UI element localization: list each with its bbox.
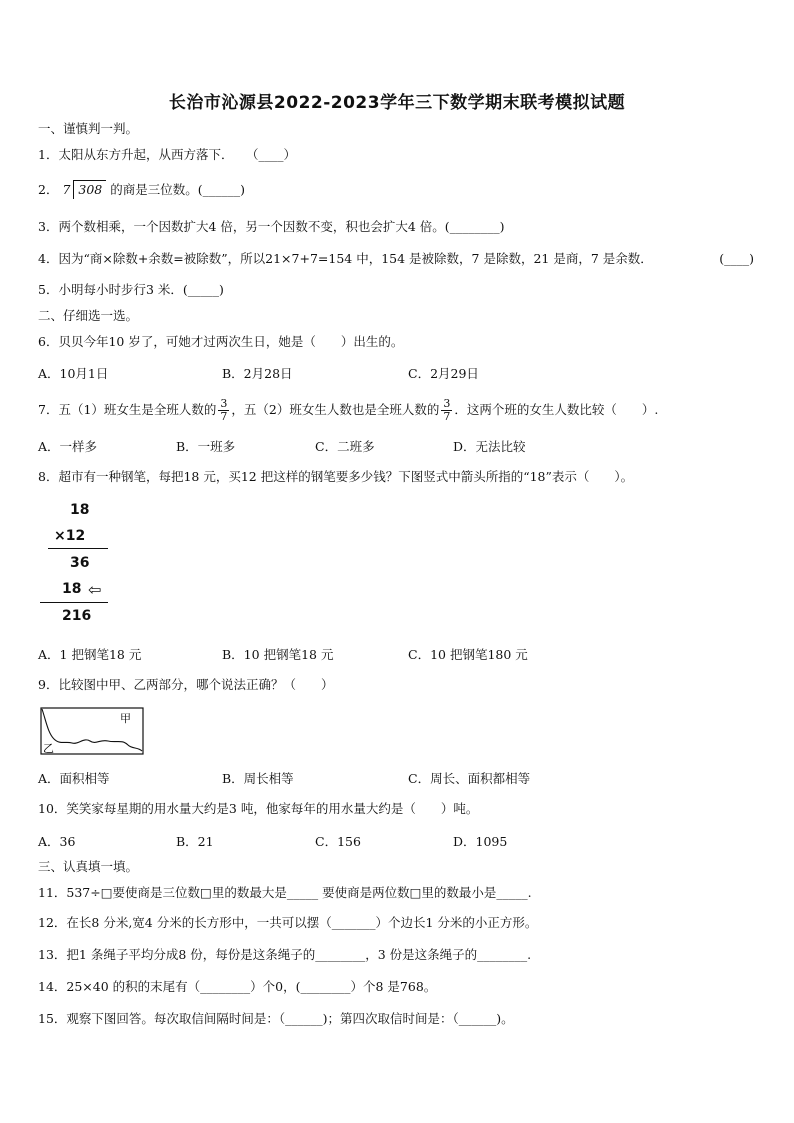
long-division-symbol [62,180,106,199]
divisor: 7 [62,182,71,197]
question-15: 15．观察下图回答。每次取信间隔时间是：（______)；第四次取信时间是：（______)。 [38,1011,514,1026]
arrow-left-icon: ⇦ [88,580,102,599]
q9-option-b: B．周长相等 [222,771,294,786]
q9-option-a: A．面积相等 [38,771,110,786]
fraction-numerator: 3 [220,397,228,410]
question-4-blank: (____) [719,251,754,266]
q6-option-c: C．2月29日 [408,366,479,381]
q10-option-a: A．36 [38,834,76,849]
label-yi: 乙 [43,742,54,755]
question-7-part-a: 7．五（1）班女生是全班人数的 [38,402,217,417]
question-8: 8．超市有一种钢笔，每把18 元，买12 把这样的钢笔要多少钱？下图竖式中箭头所指的“18”表示（ ）。 [38,469,634,484]
q7-option-d: D．无法比较 [453,439,526,454]
question-7 [38,398,658,423]
q8-option-b: B．10 把钢笔18 元 [222,647,334,662]
question-4: 4．因为“商×除数+余数=被除数”，所以21×7+7=154 中，154 是被除数，7 是除数，21 是商，7 是余数． [38,251,653,266]
question-3: 3．两个数相乘，一个因数扩大4 倍，另一个因数不变，积也会扩大4 倍。(________) [38,219,505,234]
fraction-numerator: 3 [443,397,451,410]
question-5: 5．小明每小时步行3 米．(_____) [38,282,224,297]
q7-option-a: A．一样多 [38,439,98,454]
question-2-number: 2． [38,182,59,197]
question-2-text: 的商是三位数。(______) [110,182,246,197]
multiplier: ×12 [54,528,86,544]
q6-option-a: A．10月1日 [38,366,109,381]
question-2 [38,180,245,199]
q10-option-d: D．1095 [453,834,508,849]
question-10: 10．笑笑家每星期的用水量大约是3 吨，他家每年的用水量大约是（ ）吨。 [38,801,479,816]
fraction-denominator: 7 [443,410,451,423]
q10-option-b: B．21 [176,834,214,849]
partial-product-2: 18 [62,581,82,597]
question-1: 1．太阳从东方升起，从西方落下． （____） [38,147,296,162]
product-result: 216 [62,608,92,624]
q8-option-c: C．10 把钢笔180 元 [408,647,528,662]
label-jia: 甲 [120,712,131,725]
section-heading-2: 二、仔细选一选。 [38,308,139,323]
q8-option-a: A．1 把钢笔18 元 [38,647,142,662]
q7-option-c: C．二班多 [315,439,375,454]
question-13: 13．把1 条绳子平均分成8 份，每份是这条绳子的________，3 份是这条绳子的________. [38,947,532,962]
fraction-three-sevenths-2 [441,398,452,423]
q9-option-c: C．周长、面积都相等 [408,771,531,786]
question-12: 12．在长8 分米,宽4 分米的长方形中，一共可以摆（_______）个边长1 分米的小正方形。 [38,915,538,930]
multiplicand: 18 [70,502,90,518]
vertical-multiplication [40,500,160,630]
calc-rule-2 [40,602,108,603]
calc-rule-1 [48,548,108,549]
fraction-denominator: 7 [220,410,228,423]
q6-option-b: B．2月28日 [222,366,293,381]
q10-option-c: C．156 [315,834,361,849]
page-title: 长治市沁源县2022-2023学年三下数学期末联考模拟试题 [168,93,626,113]
question-7-part-c: ．这两个班的女生人数比较（ ）. [454,402,659,417]
section-heading-3: 三、认真填一填。 [38,859,139,874]
question-14: 14．25×40 的积的末尾有（________）个0，(________）个8 是768。 [38,979,437,994]
partial-product-1: 36 [70,555,90,571]
question-11: 11．537÷□要使商是三位数□里的数最大是_____ 要使商是两位数□里的数最小是_____. [38,885,532,900]
question-6: 6．贝贝今年10 岁了，可她才过两次生日，她是（ ）出生的。 [38,334,404,349]
question-9: 9．比较图中甲、乙两部分，哪个说法正确？（ ） [38,677,334,692]
section-heading-1: 一、谨慎判一判。 [38,121,139,136]
fraction-three-sevenths [218,398,229,423]
q7-option-b: B．一班多 [176,439,236,454]
question-7-part-b: ，五（2）班女生人数也是全班人数的 [231,402,440,417]
dividend: 308 [73,180,106,199]
area-comparison-figure [40,707,144,755]
